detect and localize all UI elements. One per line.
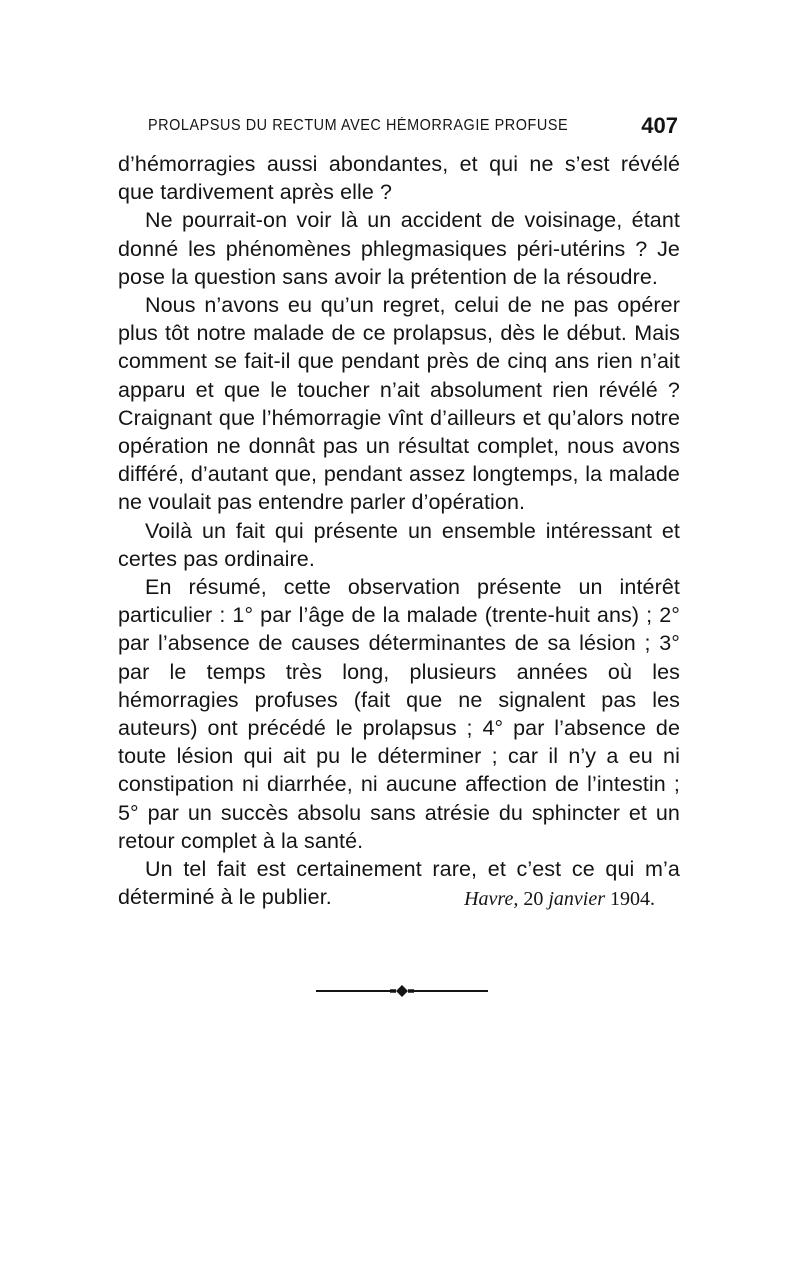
running-head <box>148 113 678 143</box>
body-text <box>118 150 680 911</box>
signature-month: janvier <box>548 888 605 910</box>
paragraph: Nous n’avons eu qu’un regret, celui de ne pas opérer plus tôt notre malade de ce prolapsus, dès le début. Mais comment se fait-il que pendant près de cinq ans rien n’ait apparu et que le toucher n’ait absolument rien révélé ? Craignant que l’hémorragie vînt d’ailleurs et qu’alors notre opération ne donnât pas un résultat complet, nous avons différé, d’autant que, pendant assez longtemps, la malade ne voulait pas entendre parler d’opération. <box>118 293 680 515</box>
running-title: PROLAPSUS DU RECTUM AVEC HÉMORRAGIE PROFUSE <box>148 117 569 134</box>
diamond-rule-icon <box>316 983 488 999</box>
paragraph: En résumé, cette observation présente un intérêt particulier : 1° par l’âge de la malade (trente-huit ans) ; 2° par l’absence de causes déterminantes de sa lésion ; 3° par le temps très long, plusieurs années où les hémorragies profuses (fait que ne signalent pas les auteurs) ont précédé le prolapsus ; 4° par l’absence de toute lésion qui ait pu le déterminer ; car il n’y a eu ni constipation ni diarrhée, ni aucune affection de l’intestin ; 5° par un succès absolu sans atrésie du sphincter et un retour complet à la santé. <box>118 575 680 853</box>
signature-dateline <box>464 888 655 911</box>
signature-year: 1904. <box>610 888 655 910</box>
signature-place: Havre, <box>464 888 519 910</box>
paragraph: Voilà un fait qui présente un ensemble intéressant et certes pas ordinaire. <box>118 518 680 571</box>
paragraph: Ne pourrait-on voir là un accident de voisinage, étant donné les phénomènes phlegmasiques péri-utérins ? Je pose la question sans avoir la prétention de la résoudre. <box>118 208 680 289</box>
paragraph-continuation: d’hémorragies aussi abondantes, et qui ne s’est révélé que tardivement après elle ? <box>118 152 680 205</box>
page-number: 407 <box>641 113 678 138</box>
paragraph: Un tel fait est certainement rare, et c’est ce qui m’a déterminé à le publier. <box>118 857 680 910</box>
signature-day: 20 <box>523 888 544 910</box>
